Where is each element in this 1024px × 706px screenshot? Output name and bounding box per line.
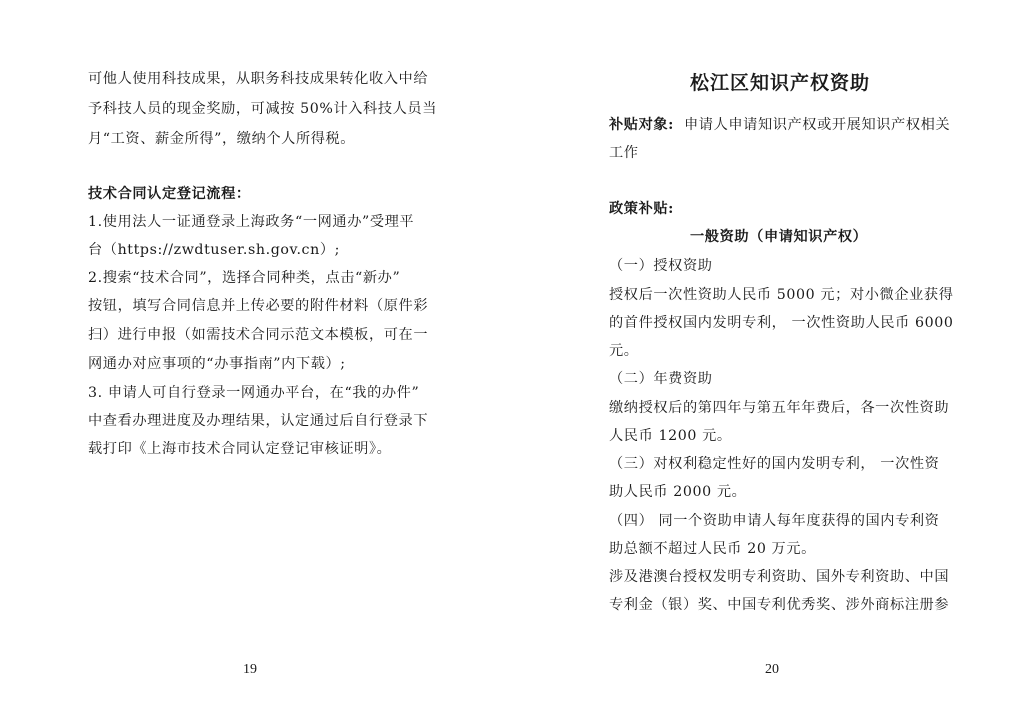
body-line-4: 元。 [609, 343, 639, 359]
process-line-2: 台（https://zwdtuser.sh.gov.cn）; [88, 242, 341, 258]
page-number-right: 20 [765, 662, 779, 677]
body-line-5: （二）年费资助 [609, 371, 713, 387]
process-line-6: 网通办对应事项的“办事指南”内下载）; [88, 356, 346, 372]
page-number-left: 19 [243, 662, 257, 677]
policy-label: 政策补贴: [609, 201, 674, 217]
intro-line-1: 可他人使用科技成果，从职务科技成果转化收入中给 [88, 71, 429, 87]
body-line-2: 授权后一次性资助人民币 5000 元；对小微企业获得 [609, 287, 954, 303]
section-heading: 一般资助（申请知识产权） [690, 229, 868, 245]
process-line-4: 按钮，填写合同信息并上传必要的附件材料（原件彩 [88, 298, 429, 314]
intro-line-3: 月“工资、薪金所得”，缴纳个人所得税。 [88, 131, 356, 147]
process-line-9: 载打印《上海市技术合同认定登记审核证明》。 [88, 441, 392, 457]
page-title: 松江区知识产权资助 [690, 72, 871, 94]
right-page [512, 0, 1024, 706]
body-line-6: 缴纳授权后的第四年与第五年年费后，各一次性资助 [609, 400, 950, 416]
body-line-12: 涉及港澳台授权发明专利资助、国外专利资助、中国 [609, 569, 950, 585]
process-line-3: 2.搜索“技术合同”，选择合同种类，点击“新办” [88, 270, 401, 286]
body-line-3: 的首件授权国内发明专利， 一次性资助人民币 6000 [609, 315, 954, 331]
body-line-10: （四） 同一个资助申请人每年度获得的国内专利资 [609, 513, 940, 529]
subsidy-target-label: 补贴对象: [609, 117, 674, 133]
process-line-8: 中查看办理进度及办理结果，认定通过后自行登录下 [88, 413, 429, 429]
body-line-11: 助总额不超过人民币 20 万元。 [609, 541, 816, 557]
process-line-1: 1.使用法人一证通登录上海政务“一网通办”受理平 [88, 214, 415, 230]
body-line-13: 专利金（银）奖、中国专利优秀奖、涉外商标注册参 [609, 597, 950, 613]
intro-line-2: 予科技人员的现金奖励，可减按 50%计入科技人员当 [88, 101, 437, 117]
process-heading: 技术合同认定登记流程： [88, 186, 251, 202]
body-line-8: （三）对权利稳定性好的国内发明专利， 一次性资 [609, 456, 940, 472]
body-line-7: 人民币 1200 元。 [609, 428, 732, 444]
body-line-9: 助人民币 2000 元。 [609, 484, 747, 500]
subsidy-target-line-1: 申请人申请知识产权或开展知识产权相关 [684, 117, 951, 133]
body-line-1: （一）授权资助 [609, 258, 713, 274]
process-line-7: 3. 申请人可自行登录一网通办平台，在“我的办件” [88, 385, 420, 401]
process-line-5: 扫）进行申报（如需技术合同示范文本模板，可在一 [88, 327, 429, 343]
subsidy-target-line-2: 工作 [609, 145, 639, 161]
